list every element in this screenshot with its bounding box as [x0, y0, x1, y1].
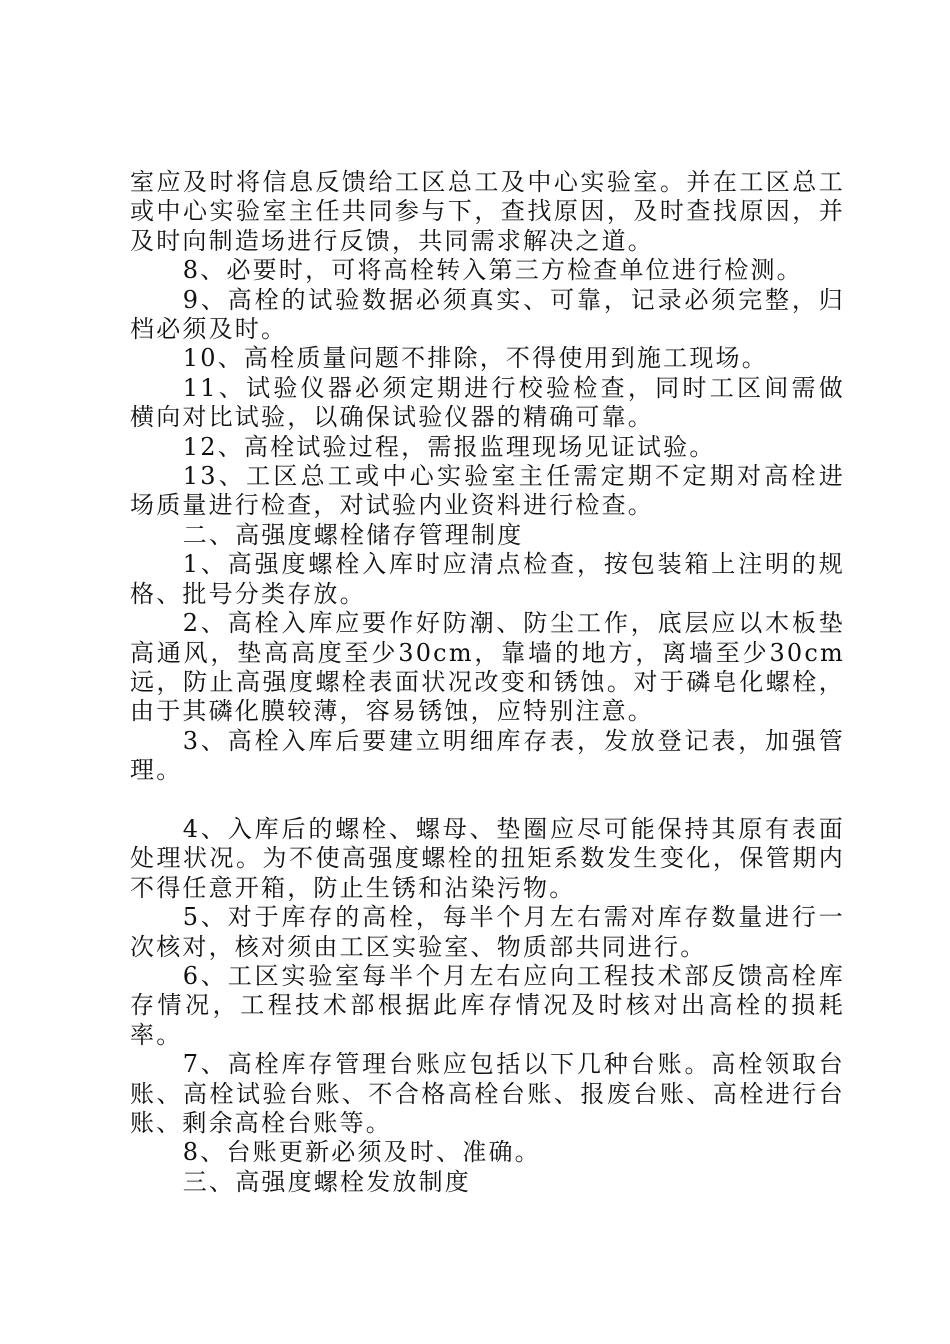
storage-item-1: 1、高强度螺栓入库时应清点检查，按包装箱上注明的规格、批号分类存放。 — [130, 550, 845, 608]
paragraph-item-13: 13、工区总工或中心实验室主任需定期不定期对高栓进场质量进行检查，对试验内业资料进行检查。 — [130, 462, 845, 520]
paragraph-item-8: 8、必要时，可将高栓转入第三方检查单位进行检测。 — [182, 256, 803, 285]
storage-item-6: 6、工区实验室每半个月左右应向工程技术部反馈高栓库存情况，工程技术部根据此库存情况及时核对出高栓的损耗率。 — [130, 961, 845, 1049]
paragraph-item-10: 10、高栓质量问题不排除，不得使用到施工现场。 — [182, 344, 768, 373]
storage-item-5: 5、对于库存的高栓，每半个月左右需对库存数量进行一次核对，核对须由工区实验室、物质部共同进行。 — [130, 903, 845, 961]
storage-item-8: 8、台账更新必须及时、准确。 — [182, 1138, 541, 1167]
paragraph-item-12: 12、高栓试验过程，需报监理现场见证试验。 — [182, 432, 716, 461]
blank-line — [130, 786, 845, 815]
section-heading-issuance: 三、高强度螺栓发放制度 — [182, 1167, 471, 1196]
storage-item-3: 3、高栓入库后要建立明细库存表，发放登记表，加强管理。 — [130, 726, 845, 785]
paragraph-item-11: 11、试验仪器必须定期进行校验检查，同时工区间需做横向对比试验，以确保试验仪器的精确可靠。 — [130, 373, 845, 432]
storage-item-7: 7、高栓库存管理台账应包括以下几种台账。高栓领取台账、高栓试验台账、不合格高栓台账、报废台账、高栓进行台账、剩余高栓台账等。 — [130, 1050, 845, 1137]
paragraph-continuation: 室应及时将信息反馈给工区总工及中心实验室。并在工区总工或中心实验室主任共同参与下，查找原因，及时查找原因，并及时向制造场进行反馈，共同需求解决之道。 — [130, 168, 845, 255]
storage-item-4: 4、入库后的螺栓、螺母、垫圈应尽可能保持其原有表面处理状况。为不使高强度螺栓的扭矩系数发生变化，保管期内不得任意开箱，防止生锈和沾染污物。 — [130, 814, 845, 902]
storage-item-2: 2、高栓入库应要作好防潮、防尘工作，底层应以木板垫高通风，垫高高度至少30cm，靠墙的地方，离墙至少30cm远，防止高强度螺栓表面状况改变和锈蚀。对于磷皂化螺栓，由于其磷化膜较薄，容易锈蚀，应特别注意。 — [130, 609, 845, 726]
paragraph-item-9: 9、高栓的试验数据必须真实、可靠，记录必须完整，归档必须及时。 — [130, 285, 845, 344]
document-body — [130, 168, 845, 1197]
section-heading-storage: 二、高强度螺栓储存管理制度 — [182, 520, 524, 549]
